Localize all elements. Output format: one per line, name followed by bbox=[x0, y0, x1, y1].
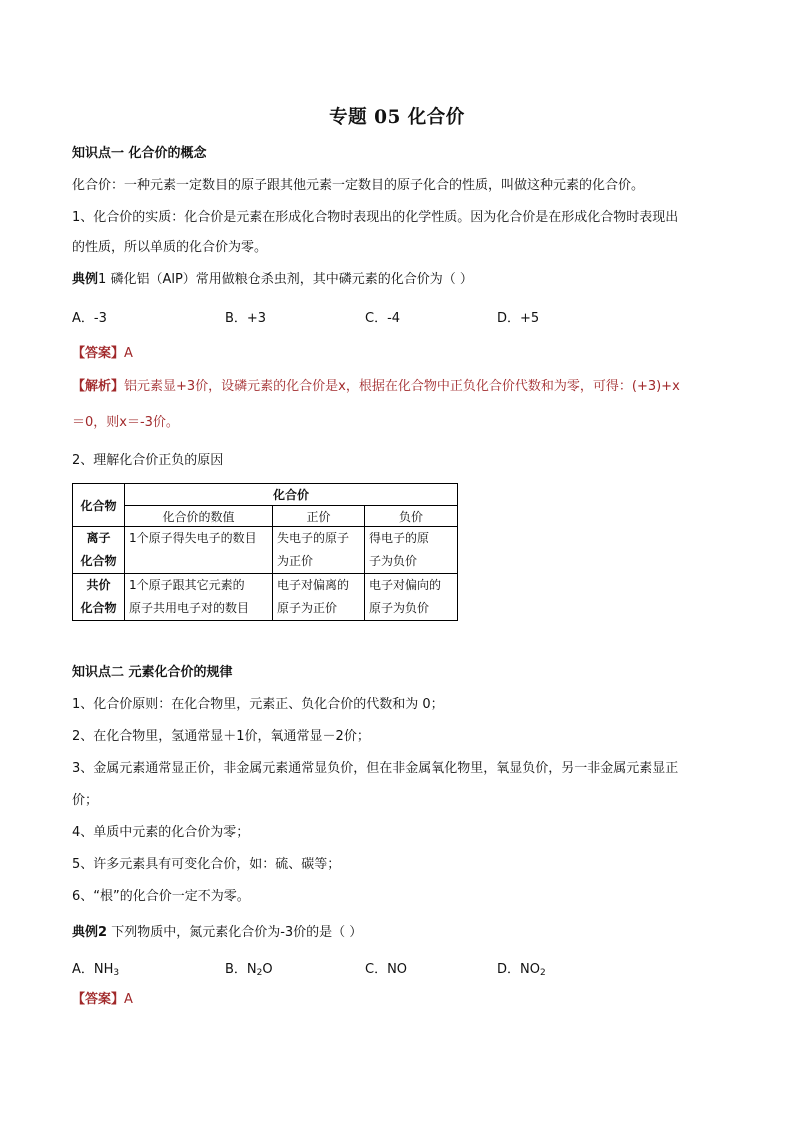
analysis-label: 【解析】 bbox=[72, 379, 125, 394]
analysis-text-a: 铝元素显+3价，设磷元素的化合价是x，根据在化合物中正负化合价代数和为零，可得：(+3)+x bbox=[124, 379, 680, 394]
row-label-line-a: 共价 bbox=[86, 578, 111, 592]
option-text: B．N bbox=[225, 962, 257, 977]
option-text-tail: O bbox=[262, 962, 273, 977]
example1-analysis-a bbox=[72, 378, 680, 396]
example-label: 典例 bbox=[72, 272, 99, 287]
option-a: A．-3 bbox=[72, 311, 107, 326]
option-subscript: 2 bbox=[539, 968, 546, 978]
answer-label: 【答案】 bbox=[72, 992, 125, 1007]
answer-value: A bbox=[124, 346, 133, 361]
rule-6: 6、“根”的化合价一定不为零。 bbox=[72, 889, 250, 904]
example2-answer bbox=[72, 991, 133, 1009]
definition-text: 化合价：一种元素一定数目的原子跟其他元素一定数目的原子化合的性质，叫做这种元素的化合价。 bbox=[72, 178, 645, 193]
row-label-line-b: 化合物 bbox=[80, 601, 117, 615]
table-row-covalent bbox=[73, 574, 458, 621]
rule-2: 2、在化合物里，氢通常显＋1价，氧通常显－2价； bbox=[72, 729, 370, 744]
option-b: B．+3 bbox=[225, 311, 267, 326]
option-b bbox=[225, 961, 273, 979]
point1-line-b: 的性质，所以单质的化合价为零。 bbox=[72, 240, 268, 255]
cell-line: 1个原子跟其它元素的 bbox=[129, 578, 245, 592]
point1-line-a: 1、化合价的实质：化合价是元素在形成化合物时表现出的化学性质。因为化合价是在形成化合物时表现出 bbox=[72, 210, 679, 225]
row-label-covalent bbox=[73, 574, 125, 621]
row-label-line-b: 化合物 bbox=[80, 554, 117, 568]
option-d: D．+5 bbox=[497, 311, 540, 326]
example2-question bbox=[72, 924, 362, 942]
valence-table bbox=[72, 483, 458, 621]
option-c bbox=[365, 961, 407, 979]
answer-value: A bbox=[124, 992, 133, 1007]
rule-4: 4、单质中元素的化合价为零； bbox=[72, 825, 250, 840]
table-subheader-value: 化合价的数值 bbox=[125, 506, 273, 527]
cell-covalent-value bbox=[125, 574, 273, 621]
option-d bbox=[497, 961, 546, 979]
option-text: C．NO bbox=[365, 962, 408, 977]
rule-3: 3、金属元素通常显正价，非金属元素通常显负价，但在非金属氧化物里，氧显负价，另一非金属元素显正 bbox=[72, 761, 679, 776]
answer-label: 【答案】 bbox=[72, 346, 125, 361]
cell-ionic-positive bbox=[273, 527, 365, 574]
cell-line: 原子为负价 bbox=[369, 601, 430, 615]
section1-heading: 知识点一 化合价的概念 bbox=[72, 146, 207, 161]
example-label: 典例 bbox=[72, 925, 99, 940]
row-label-line-a: 离子 bbox=[86, 531, 111, 545]
option-text: D．NO bbox=[497, 962, 540, 977]
table-group-header: 化合价 bbox=[125, 484, 458, 506]
point2-text: 2、理解化合价正负的原因 bbox=[72, 453, 224, 468]
cell-line: 原子为正价 bbox=[277, 601, 338, 615]
cell-line: 得电子的原 bbox=[369, 531, 430, 545]
section2-heading: 知识点二 元素化合价的规律 bbox=[72, 665, 233, 680]
example1-analysis-b: ＝0，则x＝-3价。 bbox=[72, 415, 179, 430]
table-corner-header: 化合物 bbox=[73, 484, 125, 527]
option-c: C．-4 bbox=[365, 311, 401, 326]
row-label-ionic bbox=[73, 527, 125, 574]
cell-line: 电子对偏向的 bbox=[369, 578, 442, 592]
cell-line: 子为负价 bbox=[369, 554, 418, 568]
table-subheader-negative: 负价 bbox=[365, 506, 458, 527]
cell-covalent-positive bbox=[273, 574, 365, 621]
rule-3-continued: 价； bbox=[72, 793, 99, 808]
example-question-text: 磷化铝（AlP）常用做粮仓杀虫剂，其中磷元素的化合价为（ ） bbox=[110, 272, 473, 287]
cell-line: 失电子的原子 bbox=[277, 531, 350, 545]
cell-line: 电子对偏离的 bbox=[277, 578, 350, 592]
cell-line: 为正价 bbox=[277, 554, 314, 568]
cell-line: 原子共用电子对的数目 bbox=[129, 601, 250, 615]
rule-1: 1、化合价原则：在化合物里，元素正、负化合价的代数和为 0； bbox=[72, 697, 444, 712]
table-row-ionic bbox=[73, 527, 458, 574]
option-text: A．NH bbox=[72, 962, 114, 977]
example-number: 1 bbox=[98, 272, 107, 287]
option-a bbox=[72, 961, 119, 979]
option-subscript: 3 bbox=[113, 968, 120, 978]
cell-ionic-negative bbox=[365, 527, 458, 574]
page-title: 专题 05 化合价 bbox=[329, 107, 465, 128]
example1-answer bbox=[72, 345, 133, 363]
cell-covalent-negative bbox=[365, 574, 458, 621]
cell-ionic-value: 1个原子得失电子的数目 bbox=[125, 527, 273, 574]
table-subheader-positive: 正价 bbox=[273, 506, 365, 527]
rule-5: 5、许多元素具有可变化合价，如：硫、碳等； bbox=[72, 857, 341, 872]
option-subscript: 2 bbox=[256, 968, 263, 978]
example1-question bbox=[72, 271, 473, 289]
example-number: 2 bbox=[98, 925, 108, 940]
example-question-text: 下列物质中，氮元素化合价为-3价的是（ ） bbox=[111, 925, 363, 940]
